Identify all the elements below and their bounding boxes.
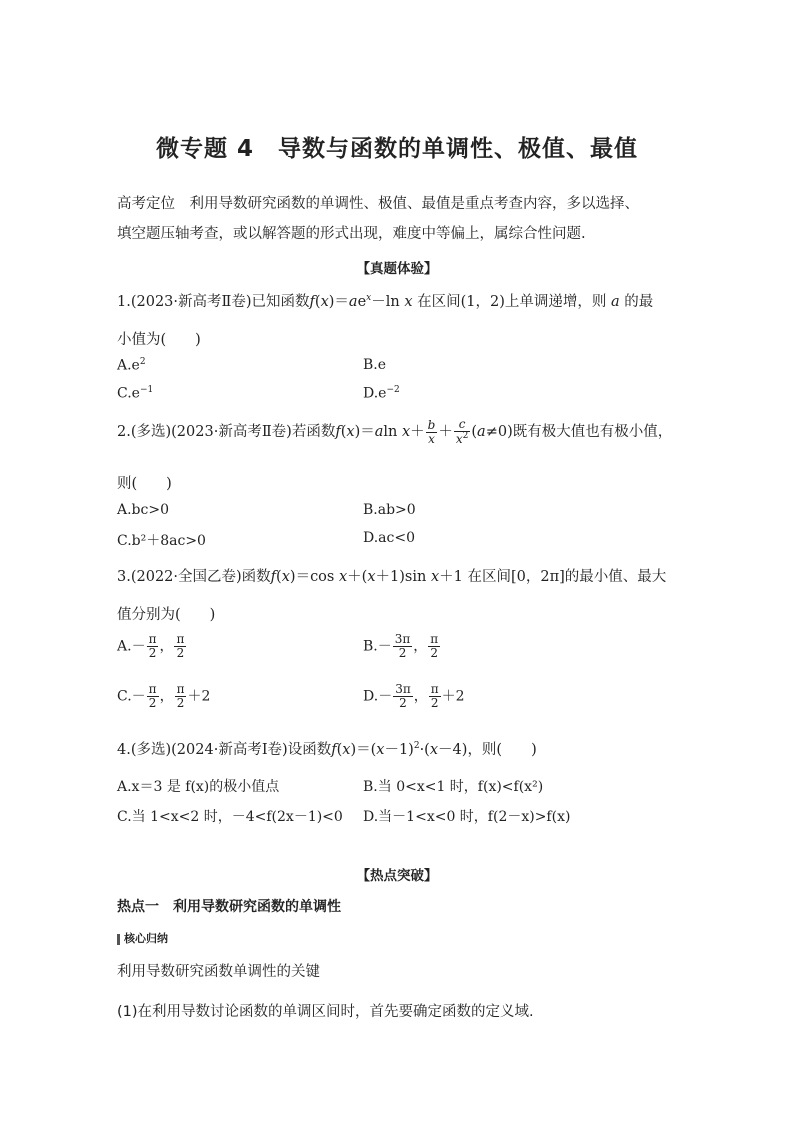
q3-option-c: C.－ $\frac{\pi}{2}$ ， $\frac{\pi}{2}$ ＋2 bbox=[117, 682, 211, 711]
q2-option-c: C.b²＋8ac>0 bbox=[117, 533, 206, 549]
q3-stem: 3.(2022·全国乙卷)函数f(x)＝cos x＋(x＋1)sin x＋1 在区间[0，2π]的最小值、最大 bbox=[117, 569, 667, 585]
q2-option-b: B.ab>0 bbox=[363, 502, 416, 518]
key-heading: 利用导数研究函数单调性的关键 bbox=[117, 964, 320, 980]
intro-line-2: 填空题压轴考查，或以解答题的形式出现，难度中等偏上，属综合性问题. bbox=[117, 226, 586, 242]
q1-option-b: B.e bbox=[363, 357, 387, 373]
q4-stem-pre: 4.(多选)(2024·新高考Ⅰ卷)设函数 bbox=[117, 742, 332, 758]
q1-stem: 1.(2023·新高考Ⅱ卷)已知函数$f(x)=ae^x-\ln$ x 在区间(1，2)上单调递增，则 a 的最 bbox=[117, 293, 654, 310]
q1-option-a: $A.e^2$ bbox=[117, 357, 146, 374]
q3-stem-line2: 值分别为( ) bbox=[117, 607, 216, 623]
page-title: 微专题 4 导数与函数的单调性、极值、最值 bbox=[155, 136, 638, 162]
intro-line-1: 高考定位 利用导数研究函数的单调性、极值、最值是重点考查内容，多以选择、 bbox=[117, 196, 639, 212]
core-bar-icon bbox=[117, 934, 120, 945]
q3-stem-post: 在区间[0，2π]的最小值、最大 bbox=[467, 569, 667, 585]
q2-stem-line2: 则( ) bbox=[117, 476, 172, 492]
q2-stem-pre: 2.(多选)(2023·新高考Ⅱ卷)若函数 bbox=[117, 424, 336, 441]
q3-option-b: B.－ $\frac{3\pi}{2}$ ， $\frac{\pi}{2}$ bbox=[363, 632, 439, 661]
q3-stem-pre: 3.(2022·全国乙卷)函数 bbox=[117, 569, 271, 585]
q1-stem-post: 的最 bbox=[624, 294, 654, 310]
q1-stem-mid: 在区间(1，2)上单调递增，则 bbox=[417, 294, 607, 310]
q1-option-d: $D.e^{-2}$ bbox=[363, 385, 400, 402]
q1-stem-pre: 1.(2023·新高考Ⅱ卷)已知函数 bbox=[117, 294, 310, 310]
q1-stem-line2: 小值为( ) bbox=[117, 332, 201, 348]
q4-option-d: D.当－1<x<0 时，f(2－x)>f(x) bbox=[363, 809, 571, 825]
q2-option-d: D.ac<0 bbox=[363, 530, 416, 546]
q4-option-c: C.当 1<x<2 时，－4<f(2x－1)<0 bbox=[117, 809, 343, 825]
q3-option-a: A.－ $\frac{\pi}{2}$ ， $\frac{\pi}{2}$ bbox=[117, 632, 185, 661]
section-hot-header: 【热点突破】 bbox=[356, 868, 438, 884]
q2-option-a: A.bc>0 bbox=[117, 502, 170, 518]
q3-option-d: D.－ $\frac{3\pi}{2}$ ， $\frac{\pi}{2}$ ＋2 bbox=[363, 682, 465, 711]
q2-stem: 2.(多选)(2023·新高考Ⅱ卷)若函数f(x)＝aln x＋ $\frac{b}{x}$ ＋ $\frac{c}{x^2}$ (a≠0)既有极大值也有极小值， bbox=[117, 417, 673, 447]
point-1: (1)在利用导数讨论函数的单调区间时，首先要确定函数的定义域. bbox=[117, 1004, 534, 1020]
q4-stem: 4.(多选)(2024·新高考Ⅰ卷)设函数$f(x)=(x-1)^2\cdot(x-4)$，则( ) bbox=[117, 741, 537, 758]
core-summary-label: 核心归纳 bbox=[117, 930, 168, 946]
q4-option-b: B.当 0<x<1 时，f(x)<f(x²) bbox=[363, 779, 544, 795]
section-real-header: 【真题体验】 bbox=[356, 261, 438, 277]
q1-option-c: $C.e^{-1}$ bbox=[117, 385, 154, 402]
q2-stem-post: 既有极大值也有极小值， bbox=[512, 424, 673, 441]
hotpoint-1-heading: 热点一 利用导数研究函数的单调性 bbox=[117, 899, 341, 915]
q4-option-a: A.x＝3 是 f(x)的极小值点 bbox=[117, 779, 280, 795]
q4-stem-post: ，则( ) bbox=[467, 742, 537, 758]
